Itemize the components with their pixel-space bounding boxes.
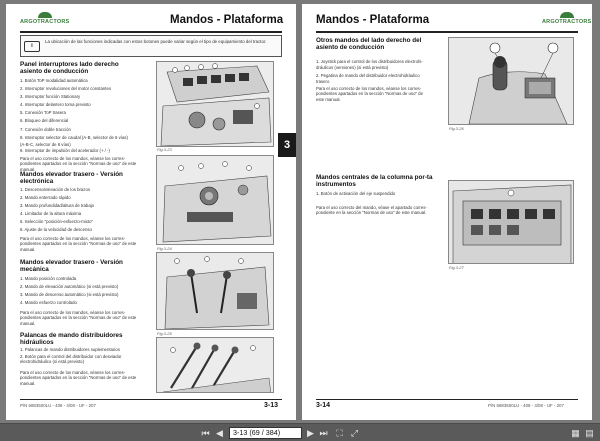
figure-switch-panel [156, 61, 274, 147]
section-paragraph: Para el uso correcto de los mandos, véanse los corres-pondientes apartados en la sección "Normas de uso" de este manual. [20, 156, 137, 172]
section-list [20, 186, 94, 235]
brand-logo: ARGOTRACTORS [20, 12, 69, 25]
figure-instrument-column [448, 180, 574, 264]
page-left [6, 4, 296, 420]
section-list [20, 275, 118, 307]
fit-page-icon[interactable]: ⛶ [336, 428, 343, 438]
note-text: La ubicación de las funciones indicadas con estos botones puede variar según el tipo de equipamiento del tractor. [45, 39, 267, 44]
page-number-field[interactable]: 3-13 (69 / 384) [229, 427, 302, 439]
section-list [316, 59, 423, 84]
list-item: 1. Palancas de mando distribuidores suplementarios [20, 347, 120, 352]
footer-text: P/N 6883500LU - 408 - 4/08 - UF - 207 [488, 403, 564, 408]
section-title: Mandos centrales de la columna por-ta instrumentos [316, 174, 433, 189]
settings-icon[interactable]: ▤ [585, 428, 594, 438]
figure-caption: Fig.3-24 [157, 246, 172, 251]
list-item: 2. Botón para el control del distribuidor con desviador electrohidráulico (si está previsto) [20, 353, 122, 364]
header-rule [20, 31, 282, 33]
list-item: 5. Conexión ToP trasera [20, 110, 66, 116]
last-page-icon[interactable]: ⏭ [319, 428, 328, 438]
list-item: 1. Mando posición controlada [20, 276, 77, 281]
list-item: 1. Botón de activación del eje suspendido [316, 191, 396, 196]
list-item: dráulicos (versiones) (si está previsto) [316, 64, 389, 70]
grid-view-icon[interactable]: ▦ [571, 428, 580, 438]
figure-hydraulic-levers [156, 337, 274, 393]
list-item: 4. Mando esfuerzo controlado [20, 300, 77, 306]
section-title: Otros mandos del lado derecho del asiento de conducción [316, 37, 422, 52]
list-item: 1. Descenso/elevación de los brazos [20, 187, 90, 192]
section-title: Palancas de mando distribuidores hidráulicos [20, 332, 123, 347]
figure-caption: Fig.3-23 [157, 147, 172, 152]
chapter-tab: 3 [278, 133, 296, 157]
page-right [302, 4, 592, 420]
figure-caption: Fig.3-26 [449, 126, 464, 131]
list-item: 2. Mando enterrado rápido [20, 195, 71, 201]
list-item: (A-B-C, selector de 6 vías) [20, 141, 71, 147]
section-title: Mandos elevador trasero - Versión electrónica [20, 171, 123, 186]
list-item: 9. Interruptor de impulsión del acelerador (+ / -) [20, 147, 110, 153]
section-list [20, 77, 128, 155]
list-item: 1. Botón ToP modalidad automática [20, 78, 88, 83]
figure-joystick [448, 37, 574, 125]
list-item: 7. Conexión doble tracción [20, 126, 71, 132]
footer-rule [20, 399, 282, 400]
list-item: 6. Bloqueo del diferencial [20, 118, 69, 124]
list-item: trasero [316, 78, 330, 84]
list-item: 3. Mando profundidad/altura de trabajo [20, 203, 95, 209]
section-paragraph: Para el uso correcto de los mandos, véanse los corres-pondientes apartados en la sección "Normas de uso" de este manual. [316, 86, 423, 102]
list-item: 3. Interruptor función Stationary [20, 94, 81, 100]
fullscreen-icon[interactable]: ⤢ [350, 428, 359, 438]
section-paragraph: Para el uso correcto de los mandos, véanse los corres-pondientes apartados en la sección "Normas de uso" de este manual. [20, 370, 137, 386]
prev-page-icon[interactable]: ◀ [216, 428, 223, 438]
section-paragraph: Para el uso correcto del mando, véase el apartado corres-pondiente en la sección "Normas de uso" de este manual. [316, 205, 427, 216]
figure-rear-lift-electronic [156, 155, 274, 245]
page-title: Mandos - Plataforma [316, 14, 430, 26]
list-item: 2. Mando de elevación automático (si está previsto) [20, 284, 119, 290]
brand-logo: ARGOTRACTORS [542, 12, 591, 25]
list-item: 2. Pegatina de mando del distribuidor electrohidráulico [316, 73, 420, 79]
page-number: 3-13 [264, 402, 279, 409]
note-box [20, 35, 282, 57]
footer-rule [316, 399, 578, 400]
list-item: 6. Ajuste de la velocidad de descenso [20, 227, 92, 233]
list-item: 4. Interruptor delantero toma previsto [20, 102, 91, 108]
list-item: 3. Mando de descenso automático (si está previsto) [20, 292, 119, 298]
list-item: 4. Limitador de la altura máxima [20, 211, 82, 217]
figure-caption: Fig.3-27 [449, 265, 464, 270]
info-icon: i [24, 41, 40, 52]
list-item: 1. Joystick para el control de los distribuidores electrohi- [316, 59, 423, 64]
viewer-toolbar [0, 423, 600, 441]
figure-rear-lift-mechanical [156, 252, 274, 330]
list-item: 2. Interruptor revoluciones del motor constantes [20, 86, 111, 92]
page-number: 3-14 [316, 402, 331, 409]
section-title: Mandos elevador trasero - Versión mecánica [20, 259, 123, 274]
section-paragraph: Para el uso correcto de los mandos, véanse los corres-pondientes apartados en la sección "Normas de uso" de este manual. [20, 310, 137, 326]
figure-caption: Fig.3-25 [157, 331, 172, 336]
section-title: Panel interruptores lado derecho asiento de conducción [20, 61, 119, 76]
section-list [20, 347, 144, 364]
first-page-icon[interactable]: ⏮ [201, 428, 210, 438]
section-list [316, 190, 395, 198]
section-paragraph: Para el uso correcto de los mandos, véanse los corres-pondientes apartados en la sección "Normas de uso" de este manual. [20, 236, 137, 252]
page-title: Mandos - Plataforma [170, 14, 284, 26]
footer-text: P/N 6883500LU - 408 - 4/08 - UF - 207 [20, 403, 96, 408]
list-item: 8. Interruptor selector de caudal (A-B, selector de 6 vías) [20, 134, 128, 140]
next-page-icon[interactable]: ▶ [307, 428, 314, 438]
list-item: 5. Selección "posición-esfuerzo-mixto" [20, 219, 94, 225]
header-rule [316, 31, 578, 33]
